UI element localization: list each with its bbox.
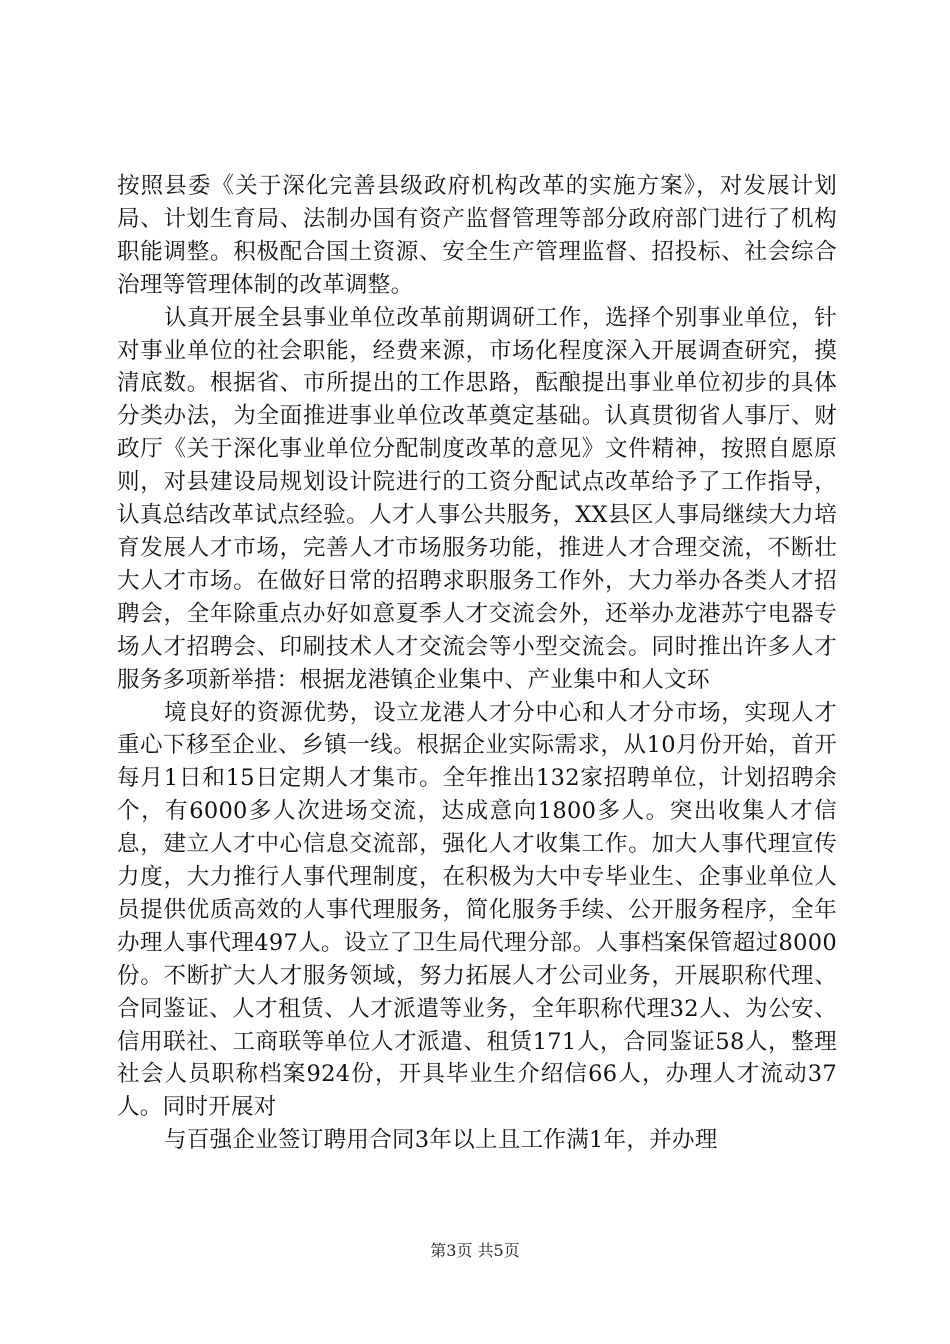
paragraph-1: 按照县委《关于深化完善县级政府机构改革的实施方案》，对发展计划局、计划生育局、法制办国有资产监督管理等部分政府部门进行了机构职能调整。积极配合国土资源、安全生产管理监督、招投标、社会综合治理等管理体制的改革调整。 bbox=[117, 173, 837, 298]
paragraph-3: 境良好的资源优势，设立龙港人才分中心和人才分市场，实现人才重心下移至企业、乡镇一线。根据企业实际需求，从10月份开始，首开每月1日和15日定期人才集市。全年推出132家招聘单位，计划招聘余个，有6000多人次进场交流，达成意向1800多人。突出收集人才信息，建立人才中心信息交流部，强化人才收集工作。加大人事代理宣传力度，大力推行人事代理制度，在积极为大中专毕业生、企事业单位人员提供优质高效的人事代理服务，简化服务手续、公开服务程序，全年办理人事代理497人。设立了卫生局代理分部。人事档案保管超过8000份。不断扩大人才服务领域，努力拓展人才公司业务，开展职称代理、合同鉴证、人才租赁、人才派遣等业务，全年职称代理32人、为公安、信用联社、工商联等单位人才派遣、租赁171人，合同鉴证58人，整理社会人员职称档案924份，开具毕业生介绍信66人，办理人才流动37人。同时开展对 bbox=[117, 699, 837, 1121]
paragraph-2: 认真开展全县事业单位改革前期调研工作，选择个别事业单位，针对事业单位的社会职能，经费来源，市场化程度深入开展调查研究，摸清底数。根据省、市所提出的工作思路，酝酿提出事业单位初步的具体分类办法，为全面推进事业单位改革奠定基础。认真贯彻省人事厅、财政厅《关于深化事业单位分配制度改革的意见》文件精神，按照自愿原则，对县建设局规划设计院进行的工资分配试点改革给予了工作指导，认真总结改革试点经验。人才人事公共服务，XX县区人事局继续大力培育发展人才市场，完善人才市场服务功能，推进人才合理交流，不断壮大人才市场。在做好日常的招聘求职服务工作外，大力举办各类人才招聘会，全年除重点办好如意夏季人才交流会外，还举办龙港苏宁电器专场人才招聘会、印刷技术人才交流会等小型交流会。同时推出许多人才服务多项新举措：根据龙港镇企业集中、产业集中和人文环 bbox=[117, 304, 837, 693]
paragraph-4: 与百强企业签订聘用合同3年以上且工作满1年，并办理 bbox=[164, 1127, 718, 1154]
document-body bbox=[117, 170, 837, 1157]
page-number-footer: 第3页 共5页 bbox=[430, 1241, 520, 1260]
